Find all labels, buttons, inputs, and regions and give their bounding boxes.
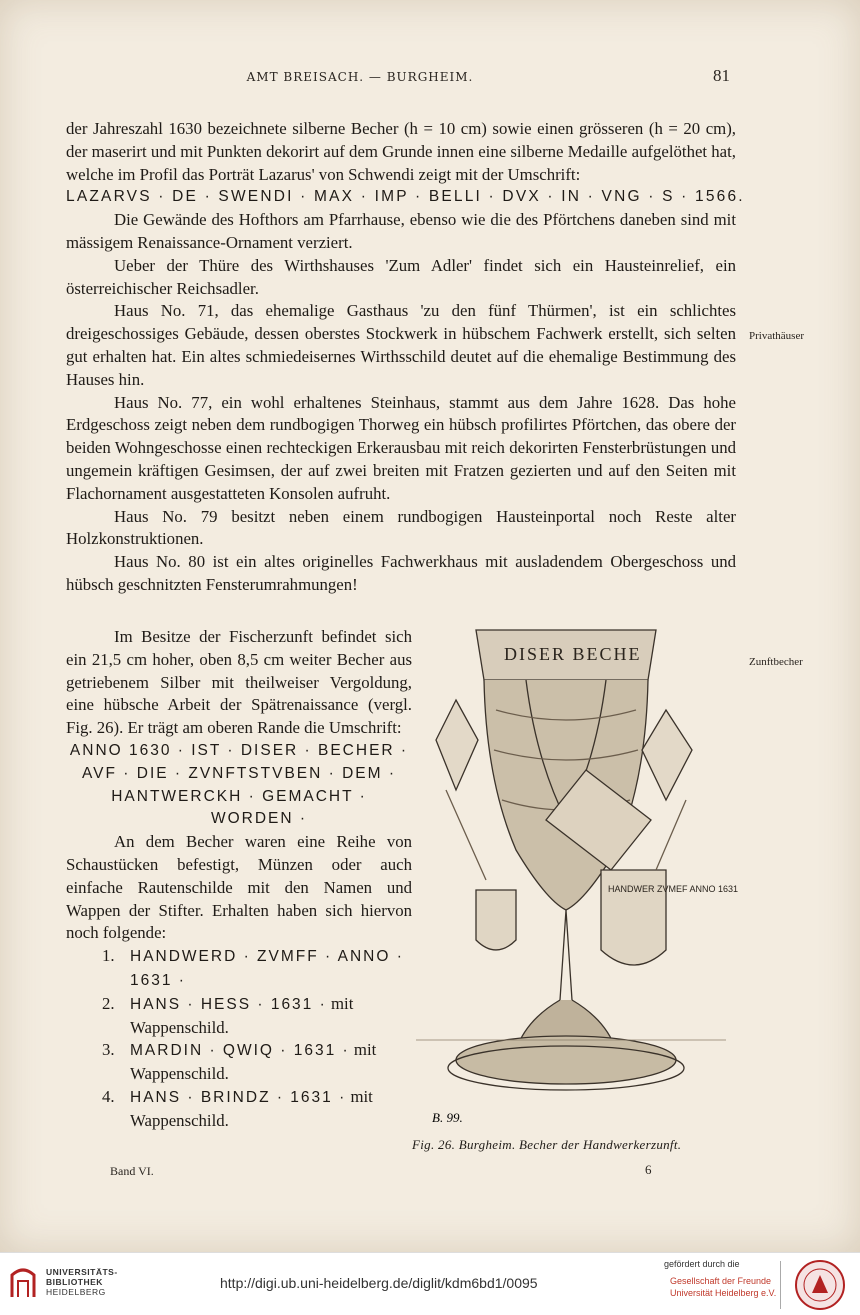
library-logo-icon (8, 1263, 38, 1301)
left-column-text (66, 626, 412, 1133)
inscription-lazarus: LAZARVS · DE · SWENDI · MAX · IMP · BELLI · DVX · IN · VNG · S · 1566. (66, 188, 745, 206)
page-number: 81 (713, 66, 730, 85)
paragraph-haus-71: Haus No. 71, das ehemalige Gasthaus 'zu den fünf Thürmen', ist ein schlichtes dreigeschossiges Gebäude, dessen oberstes Stockwerk in hübschem Fachwerk erstellt, sich selten gut erhalten hat. Ein altes schmiedeisernes Wirthsschild deutet auf die ehemalige Bestimmung des Hauses hin. (66, 301, 736, 389)
signature-mark: 6 (645, 1162, 652, 1177)
margin-note-privathaeuser: Privathäuser (749, 330, 804, 342)
list-item: 1. HANDWERD · ZVMFF · ANNO · 1631 · (102, 946, 404, 989)
divider (780, 1261, 781, 1309)
inscription-line-1: ANNO 1630 · IST · DISER · BECHER · (69, 741, 409, 759)
inscription-line-4: WORDEN · (210, 810, 308, 828)
goblet-illustration (416, 620, 746, 1120)
main-text (66, 118, 745, 597)
figure-caption: Fig. 26. Burgheim. Becher der Handwerkerzunft. (412, 1137, 682, 1152)
paragraph-haus-79: Haus No. 79 besitzt neben einem rundbogigen Hausteinportal noch Reste alter Holzkonstruktionen. (66, 506, 736, 549)
inscription-line-3: HANTWERCKH · GEMACHT · (111, 787, 367, 805)
figure-goblet (416, 620, 746, 1120)
paragraph-3: Ueber der Thüre des Wirthshauses 'Zum Adler' findet sich ein Hausteinrelief, ein österreichischer Reichsadler. (66, 255, 736, 298)
list-item: 2. HANS · HESS · 1631 · mit Wappenschild. (102, 993, 354, 1037)
funded-by-label: gefördert durch die (664, 1259, 740, 1269)
artist-signature: B. 99. (432, 1110, 463, 1125)
list-item: 4. HANS · BRINDZ · 1631 · mit Wappenschild. (102, 1086, 373, 1130)
running-head (0, 66, 860, 92)
paragraph-haus-80: Haus No. 80 ist ein altes originelles Fachwerkhaus mit ausladendem Obergeschoss und hübsch geschnitzten Fensterumrahmungen! (66, 552, 736, 594)
list-item: 3. MARDIN · QWIQ · 1631 · mit Wappenschild. (102, 1040, 377, 1084)
paragraph-2: Die Gewände des Hofthors am Pfarrhause, ebenso wie die des Pförtchens daneben sind mit mässigem Renaissance-Ornament verziert. (66, 210, 736, 252)
volume-label: Band VI. (110, 1164, 154, 1178)
shield-inscription: HANDWER ZVMEF ANNO 1631 (608, 884, 739, 894)
viewer-footer-bar (0, 1252, 860, 1315)
paragraph-1: der Jahreszahl 1630 bezeichnete silberne Becher (h = 10 cm) sowie einen grösseren (h = 20 cm), der maserirt und mit Punkten dekorirt auf dem Grunde innen eine silberne Medaille aufgelöthet hat, welche im Profil das Porträt Lazarus' von Schwendi zeigt mit der Umschrift: (66, 119, 736, 184)
library-name: UNIVERSITÄTS- BIBLIOTHEK HEIDELBERG (46, 1267, 118, 1297)
paragraph-schaustuecke: An dem Becher waren eine Reihe von Schaustücken befestigt, Münzen oder auch einfache Rautenschilde mit den Namen und Wappen der Stifter. Erhalten haben sich hiervon noch folgende: (66, 832, 412, 943)
inscription-line-2: AVF · DIE · ZVNFTSTVBEN · DEM · (81, 764, 397, 782)
donor-list (66, 945, 412, 1132)
running-head-title: AMT BREISACH. — BURGHEIM. (246, 70, 474, 84)
margin-note-zunftbecher: Zunftbecher (749, 656, 803, 668)
permalink-url[interactable]: http://digi.ub.uni-heidelberg.de/diglit/kdm6bd1/0095 (220, 1275, 538, 1291)
society-seal-icon (792, 1259, 848, 1311)
paragraph-haus-77: Haus No. 77, ein wohl erhaltenes Steinhaus, stammt aus dem Jahre 1628. Das hohe Erdgeschoss zeigt neben dem rundbogigen Thorweg ein hübsch profilirtes Pförtchen, das obere der beiden Wohngeschosse einen rechteckigen Erkerausbau mit reich dekorirten Fensterbrüstungen und ungemein kräftigen Gesimsen, der auf zwei breiten mit Fratzen gezierten und auf den Seiten mit Flachornament ausgestatteten Konsolen aufruht. (66, 392, 736, 503)
society-name: Gesellschaft der Freunde Universität Heidelberg e.V. (670, 1276, 777, 1298)
rim-inscription: DISER BECHE (504, 644, 642, 664)
paragraph-fischerzunft: Im Besitze der Fischerzunft befindet sich ein 21,5 cm hoher, oben 8,5 cm weiter Becher aus getriebenem Silber mit theilweiser Vergoldung, eine hübsche Arbeit der Spätrenaissance (vergl. Fig. 26). Er trägt am oberen Rande die Umschrift: (66, 627, 412, 738)
